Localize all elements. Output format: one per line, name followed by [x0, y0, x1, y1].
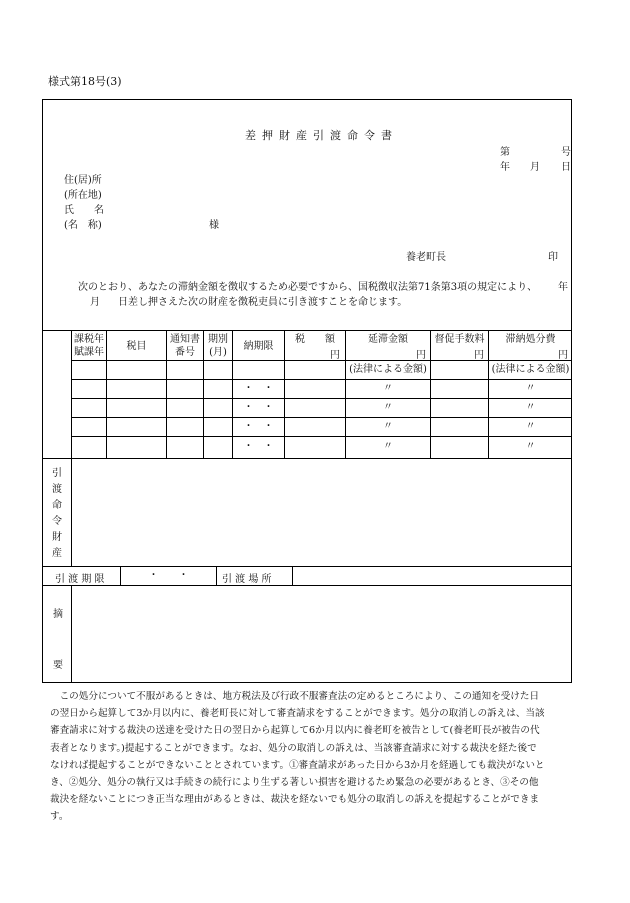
ditto-mark: 〃 [383, 441, 393, 452]
notice-line: 審査請求に対する裁決の送達を受けた日の翌日から起算して6か月以内に養老町を被告として(養老町長が被告の代 [50, 725, 540, 737]
entity-name-label: (名 称) [64, 220, 102, 231]
delivery-deadline-value: ・ ・ [148, 570, 189, 581]
delivery-bottom-border [43, 585, 572, 586]
header-notice-no-line1: 通知書 [170, 334, 200, 345]
column-line [430, 330, 431, 458]
table-row-line [71, 398, 572, 399]
appeal-notice [50, 688, 576, 826]
date-day: 日 [561, 162, 571, 173]
header-period-line1: 期別 [208, 334, 228, 345]
header-deadline: 納期限 [243, 341, 274, 352]
ditto-mark: 〃 [383, 402, 393, 413]
address-label: 住(居)所 [64, 175, 102, 186]
notice-line: 裁決を経ないことにつき正当な理由があるときは、裁決を経ないでも処分の取消しの訴えを提起することができま [50, 794, 540, 806]
property-label-char: 命 [52, 500, 62, 511]
delivery-deadline-label: 引 渡 期 限 [55, 574, 105, 585]
honorific: 様 [209, 220, 219, 231]
header-notice-no [167, 334, 203, 359]
notice-line: き、②処分、処分の執行又は手続きの続行により生ずる著しい損害を避けるため緊急の必要があるとき、③その他 [50, 777, 539, 789]
table-row-line [71, 379, 572, 380]
property-label-char: 産 [52, 548, 62, 559]
location-label: (所在地) [64, 190, 102, 201]
header-year-line1: 課税年 [74, 334, 104, 345]
unit-yen: 円 [330, 350, 340, 361]
notice-line: この処分について不服があるときは、地方税法及び行政不服審査法の定めるところにより、この通知を受けた日 [50, 691, 540, 702]
property-label-char: 引 [52, 468, 62, 479]
unit-yen: 円 [558, 350, 568, 361]
date-year: 年 [500, 162, 510, 173]
header-period [204, 334, 232, 359]
table-header-bottom [71, 360, 572, 361]
table-bottom-border [43, 458, 572, 459]
header-notice-no-line2: 番号 [175, 346, 195, 358]
property-label-char: 令 [52, 516, 62, 527]
property-label-char: 財 [52, 532, 62, 543]
header-period-line2: (月) [209, 346, 227, 358]
notice-line: す。 [50, 811, 69, 823]
unit-yen: 円 [416, 350, 426, 361]
ditto-mark: 〃 [525, 421, 536, 432]
header-fee: 督促手数料 [434, 334, 485, 345]
ditto-mark: 〃 [383, 421, 393, 432]
table-row-line [71, 417, 572, 418]
ditto-mark: 〃 [525, 383, 536, 394]
delivery-column-line [216, 566, 217, 585]
deadline-placeholder: ・ ・ [243, 402, 274, 413]
notice-line: の翌日から起算して3か月以内に、養老町長に対して審査請求をすることができます。処分の取消しの訴えは、当該 [50, 708, 545, 720]
table-top-border [43, 330, 572, 331]
name-label: 氏 名 [64, 205, 104, 216]
property-label [43, 466, 71, 562]
summary-label-char: 要 [53, 660, 63, 671]
body-text-year: 年 [558, 282, 568, 293]
header-delay: 延滞金額 [368, 334, 408, 345]
notice-line: なければ提起することができないこととされています。①審査請求があった日から3か月を経過しても裁決がないと [50, 759, 545, 771]
header-year [72, 334, 106, 359]
header-tax-item: 税目 [126, 341, 147, 352]
doc-no-suffix: 号 [561, 147, 571, 158]
date-month: 月 [530, 162, 540, 173]
deadline-placeholder: ・ ・ [243, 441, 274, 452]
legal-amount-label: (法律による金額) [491, 364, 570, 375]
ditto-mark: 〃 [525, 402, 536, 413]
header-year-line2: 賦課年 [74, 346, 104, 358]
ditto-mark: 〃 [525, 441, 536, 452]
body-text-line2: 日差し押さえた次の財産を徴税吏員に引き渡すことを命じます。 [118, 297, 408, 308]
delivery-column-line [292, 566, 293, 585]
body-text-line1: 次のとおり、あなたの滞納金額を徴収するため必要ですから、国税徴収法第71条第3項の規定により、 [78, 282, 538, 293]
delivery-place-label: 引 渡 場 所 [222, 574, 272, 585]
header-tax-amount: 税 額 [295, 334, 335, 345]
ditto-mark: 〃 [383, 383, 393, 394]
legal-amount-label: (法律による金額) [349, 364, 427, 375]
unit-yen: 円 [474, 350, 484, 361]
doc-no-prefix: 第 [500, 147, 510, 158]
body-text-month: 月 [90, 297, 100, 308]
property-label-char: 渡 [52, 484, 62, 495]
table-row-line [71, 436, 572, 437]
issuer-title: 養老町長 [406, 252, 446, 263]
delivery-top-border [43, 566, 572, 567]
document-title: 差押財産引渡命令書 [245, 129, 398, 142]
deadline-placeholder: ・ ・ [243, 383, 274, 394]
column-line [284, 330, 285, 458]
header-penalty: 滞納処分費 [505, 334, 556, 345]
seal-mark: 印 [548, 252, 558, 263]
left-column-border [71, 330, 72, 566]
deadline-placeholder: ・ ・ [243, 421, 274, 432]
summary-label-char: 摘 [53, 609, 63, 620]
notice-line: 表者となります。)提起することができます。なお、処分の取消しの訴えは、当該審査請求に対する裁決を経た後で [50, 742, 537, 754]
summary-column-line [71, 585, 72, 683]
form-number: 様式第18号(3) [48, 75, 122, 88]
